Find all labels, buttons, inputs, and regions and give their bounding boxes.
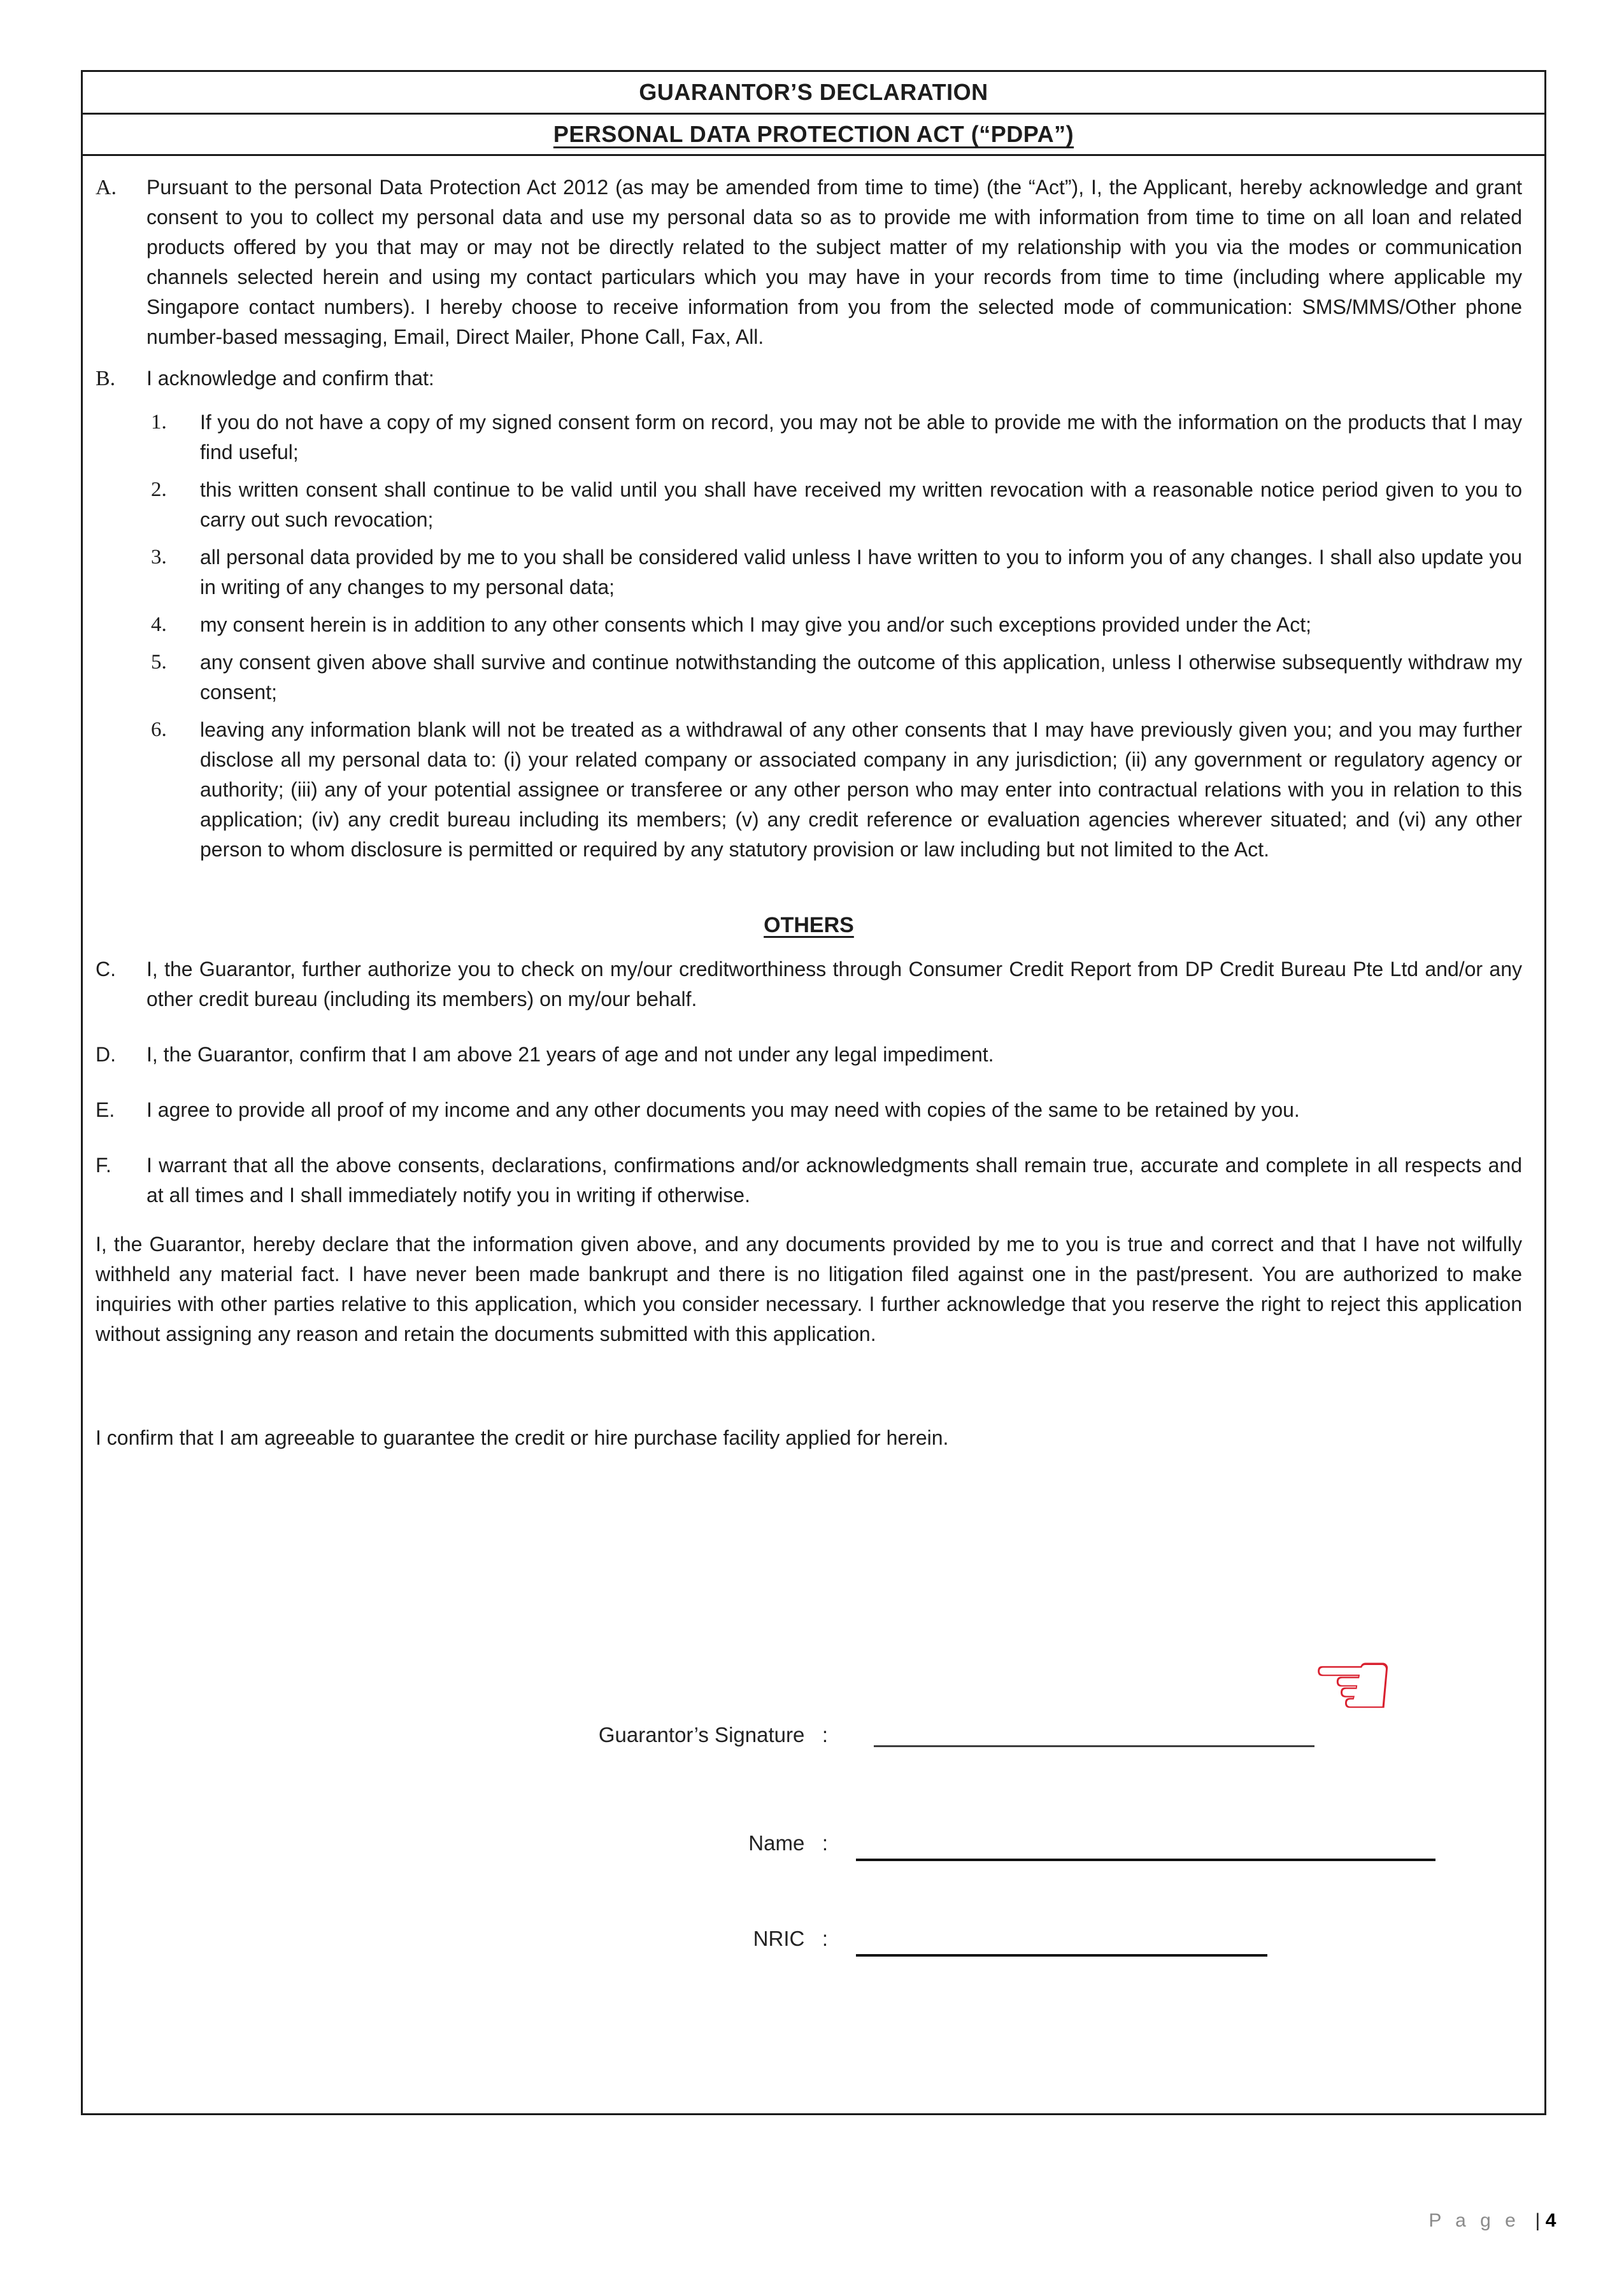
section-c-text: I, the Guarantor, further authorize you to check on my/our creditworthiness through Consumer Credit Report from DP Credit Bureau Pte Ltd and/or any other credit bureau (including its members) on my/our behalf. xyxy=(146,958,1522,1010)
list-item-number: 3. xyxy=(151,546,167,569)
list-item-number: 6. xyxy=(151,718,167,741)
list-item-number: 4. xyxy=(151,613,167,636)
list-item-text: this written consent shall continue to be valid until you shall have received my written revocation with a reasonable notice period given to you to carry out such revocation; xyxy=(200,478,1522,531)
section-d-text: I, the Guarantor, confirm that I am above 21 years of age and not under any legal impediment. xyxy=(146,1043,994,1066)
list-item xyxy=(151,648,1522,707)
list-item-text: all personal data provided by me to you shall be considered valid unless I have written to you to inform you of any changes. I shall also update you in writing of any changes to my personal data; xyxy=(200,546,1522,599)
nric-field[interactable] xyxy=(856,1954,1267,1957)
list-item xyxy=(151,610,1522,640)
list-item-text: leaving any information blank will not be treated as a withdrawal of any other consents that I may have previously given you; and you may further disclose all my personal data to: (i) your related company or associated company in any jurisdiction; (ii) any government or regulatory agency or authority; (iii) any of your potential assignee or transferee or any other person who may enter into contractual relations with you in relation to this application; (iv) any credit bureau including its members; (v) any credit reference or evaluation agencies wherever situated; and (vi) any other person to whom disclosure is permitted or required by any statutory provision or law including but not limited to the Act. xyxy=(200,718,1522,861)
section-f-marker: F. xyxy=(96,1154,111,1177)
section-c-marker: C. xyxy=(96,958,116,981)
form-subtitle-row xyxy=(83,115,1544,156)
list-item xyxy=(151,715,1522,865)
section-c xyxy=(96,954,1522,1014)
form-body xyxy=(83,156,1544,1453)
page-footer xyxy=(1407,2188,1556,2253)
declaration-form-box xyxy=(81,70,1546,2115)
list-item-text: any consent given above shall survive and continue notwithstanding the outcome of this application, unless I otherwise subsequently withdraw my consent; xyxy=(200,651,1522,704)
footer-page-word: P a g e xyxy=(1428,2210,1530,2231)
section-b-marker: B. xyxy=(96,367,116,390)
name-label: Name : xyxy=(748,1831,828,1855)
guarantor-declaration-paragraph: I, the Guarantor, hereby declare that the information given above, and any documents provided by me to you is true and correct and that I have not wilfully withheld any material fact. I have never been made bankrupt and there is no litigation filed against one in the past/present. You are authorized to make inquiries with other parties relative to this application, which you consider necessary. I further acknowledge that you reserve the right to reject this application without assigning any reason and retain the documents submitted with this application. xyxy=(96,1233,1522,1345)
pointing-hand-icon: ☜ xyxy=(1309,1628,1397,1741)
guarantor-signature-label: Guarantor’s Signature : xyxy=(598,1723,828,1747)
section-a xyxy=(96,173,1522,352)
guarantee-confirmation-line: I confirm that I am agreeable to guarantee the credit or hire purchase facility applied for herein. xyxy=(96,1426,949,1449)
list-item-text: If you do not have a copy of my signed consent form on record, you may not be able to provide me with the information on the products that I may find useful; xyxy=(200,411,1522,464)
section-e-text: I agree to provide all proof of my income and any other documents you may need with copies of the same to be retained by you. xyxy=(146,1098,1300,1121)
list-item-text: my consent herein is in addition to any other consents which I may give you and/or such exceptions provided under the Act; xyxy=(200,613,1311,636)
section-b-list xyxy=(151,407,1522,865)
form-title: GUARANTOR’S DECLARATION xyxy=(639,79,988,105)
section-f-text: I warrant that all the above consents, declarations, confirmations and/or acknowledgments shall remain true, accurate and complete in all respects and at all times and I shall immediately notify you in writing if otherwise. xyxy=(146,1154,1522,1207)
footer-page-number: 4 xyxy=(1545,2210,1556,2231)
section-a-marker: A. xyxy=(96,176,117,199)
list-item xyxy=(151,407,1522,467)
others-heading: OTHERS xyxy=(764,913,854,937)
section-b-heading: I acknowledge and confirm that: xyxy=(146,367,434,390)
section-e-marker: E. xyxy=(96,1098,115,1121)
section-e xyxy=(96,1095,1522,1125)
list-item xyxy=(151,475,1522,535)
form-subtitle: PERSONAL DATA PROTECTION ACT (“PDPA”) xyxy=(553,121,1074,147)
list-item-number: 1. xyxy=(151,411,167,434)
footer-separator: | xyxy=(1530,2210,1546,2231)
section-d xyxy=(96,1040,1522,1070)
section-d-marker: D. xyxy=(96,1043,116,1066)
list-item xyxy=(151,542,1522,602)
form-title-row xyxy=(83,72,1544,115)
section-b xyxy=(96,364,1522,393)
list-item-number: 5. xyxy=(151,651,167,674)
name-field[interactable] xyxy=(856,1859,1435,1861)
guarantor-signature-field[interactable] xyxy=(874,1745,1314,1747)
nric-label: NRIC : xyxy=(753,1927,828,1950)
list-item-number: 2. xyxy=(151,478,167,501)
section-f xyxy=(96,1151,1522,1210)
section-a-text: Pursuant to the personal Data Protection Act 2012 (as may be amended from time to time) (the “Act”), I, the Applicant, hereby acknowledge and grant consent to you to collect my personal data and use my personal data so as to provide me with information from time to time on all loan and related products offered by you that may or may not be directly related to the subject matter of my relationship with you via the modes or communication channels selected herein and using my contact particulars which you may have in your records from time to time (including where applicable my Singapore contact numbers). I hereby choose to receive information from you from the selected mode of communication: SMS/MMS/Other phone number-based messaging, Email, Direct Mailer, Phone Call, Fax, All. xyxy=(146,176,1522,348)
